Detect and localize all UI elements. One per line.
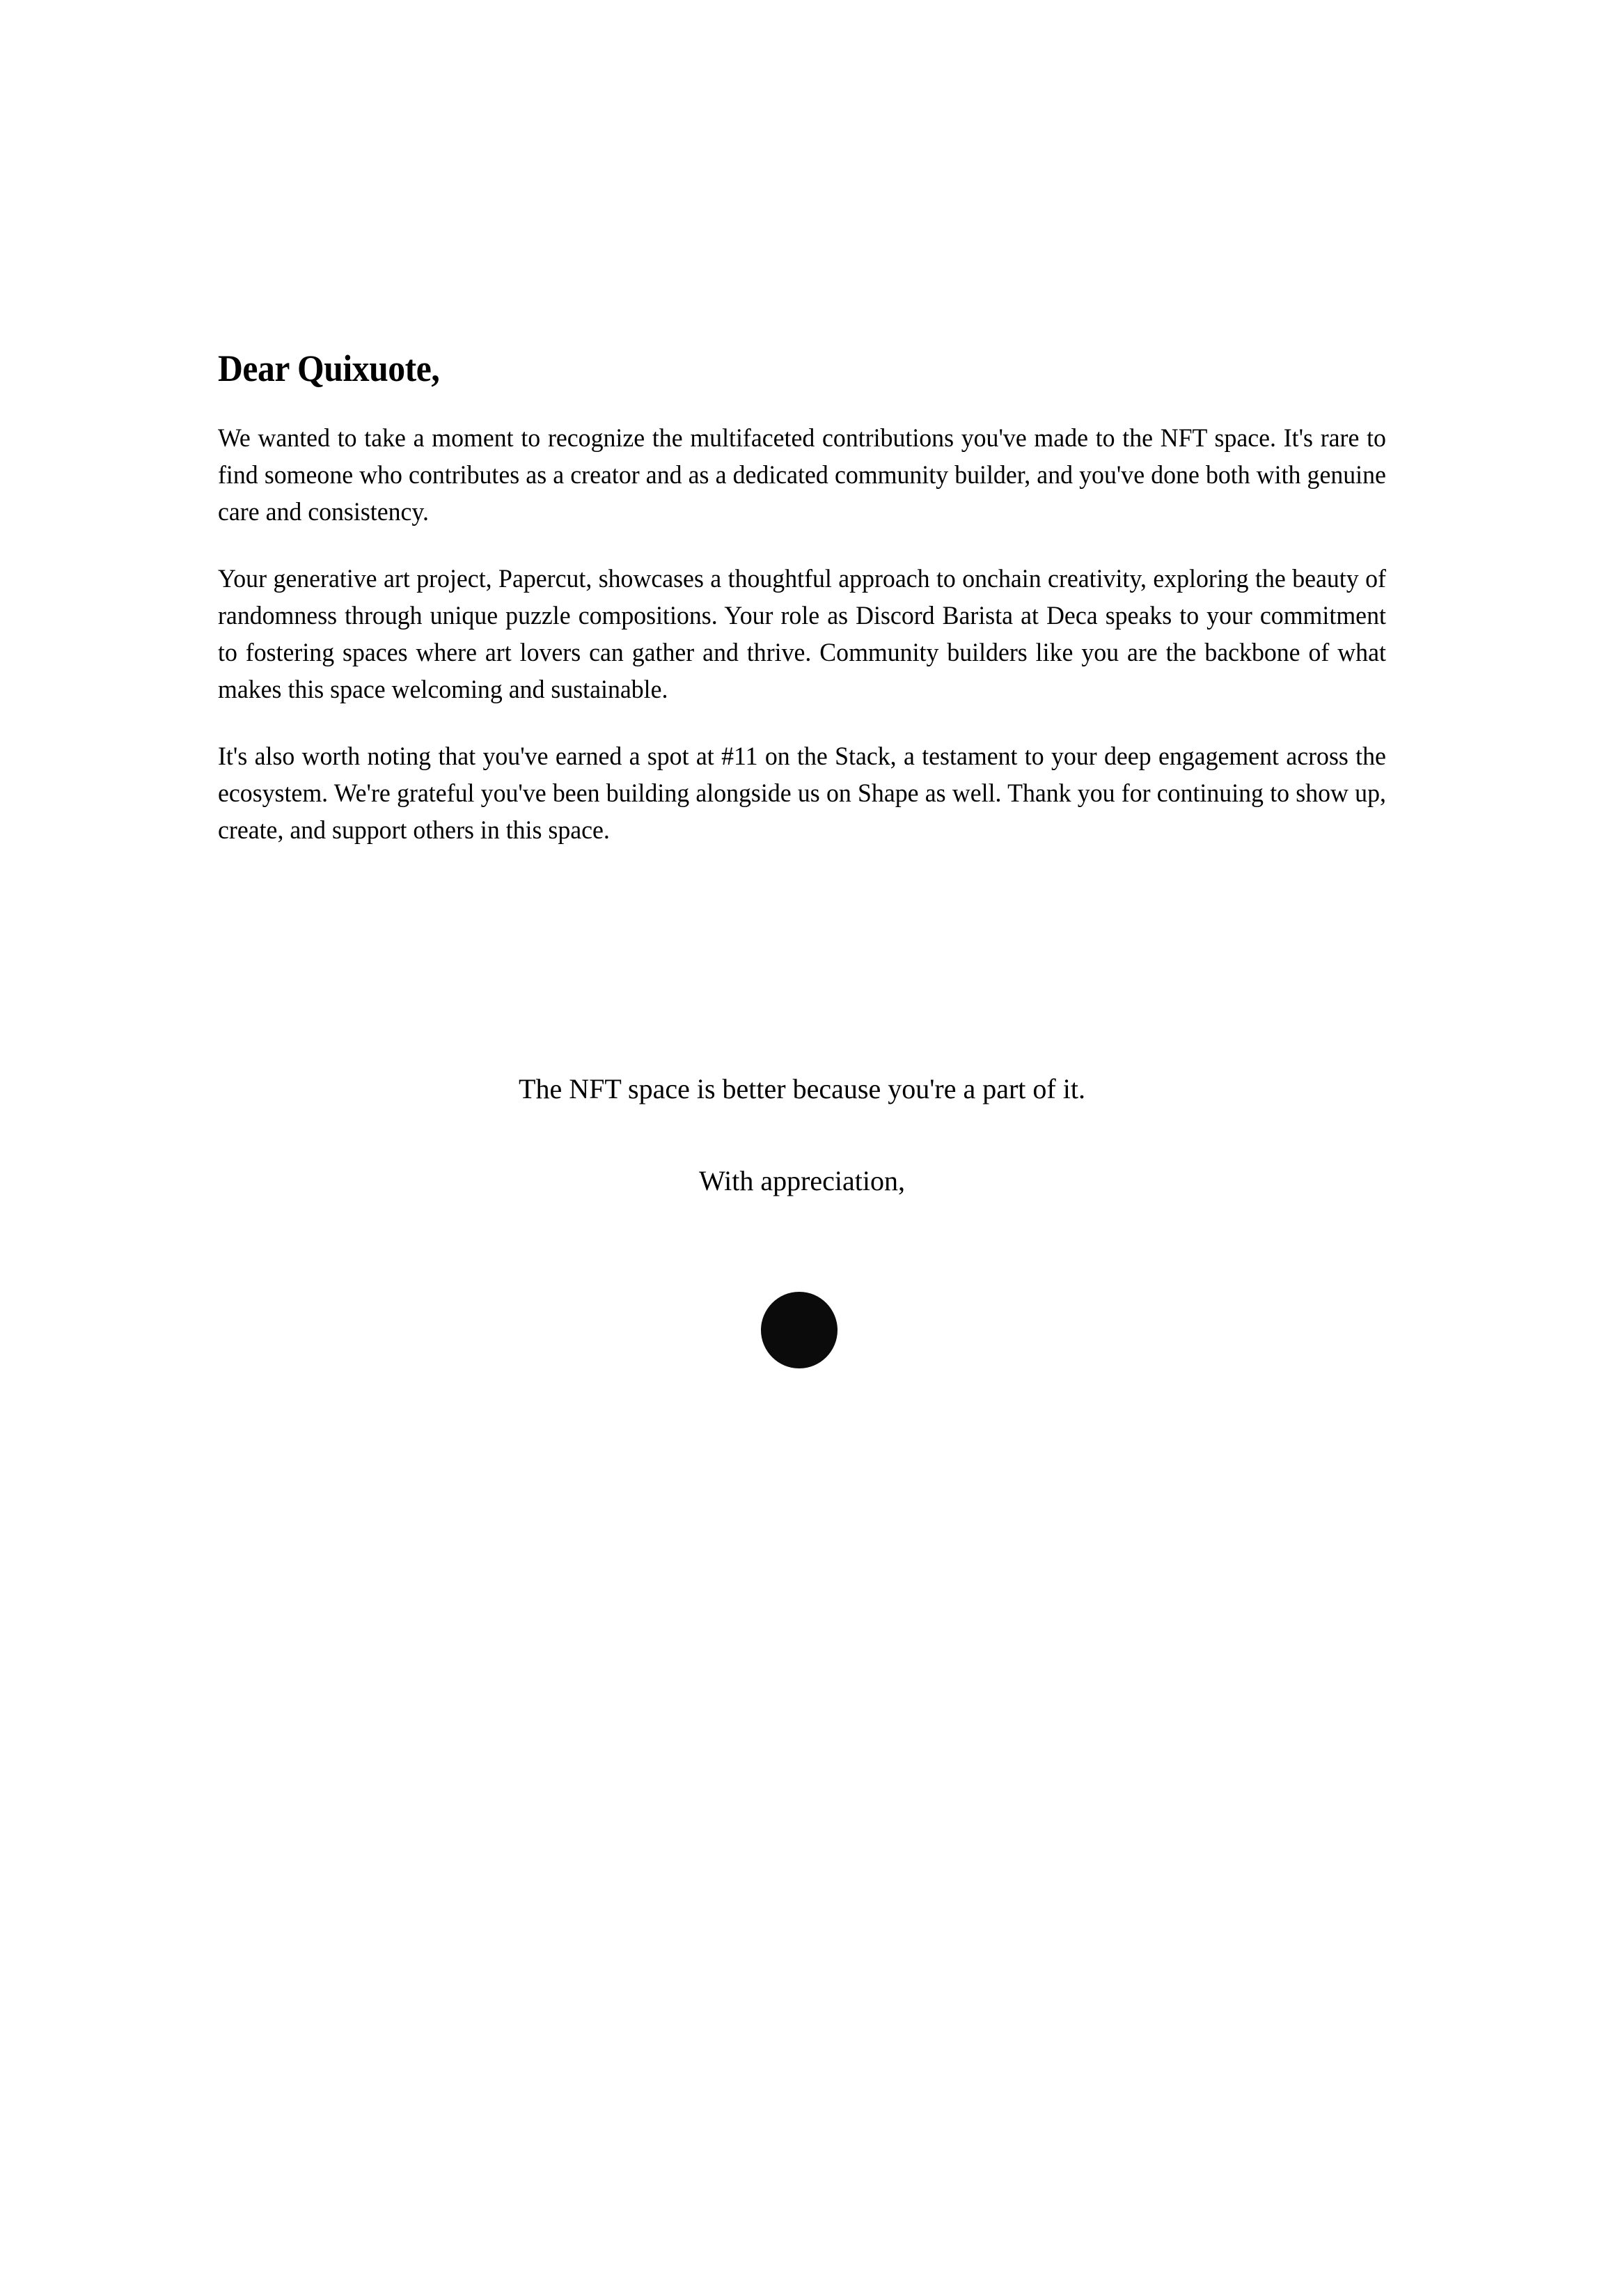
body-paragraph-2: Your generative art project, Papercut, showcases a thoughtful approach to onchain creativity, exploring the beauty of randomness through unique puzzle compositions. Your role as Discord Barista at Deca speaks to your commitment to fostering spaces where art lovers can gather and thrive. Community builders like you are the backbone of what makes this space welcoming and sustainable. (218, 565, 1386, 705)
closing-tagline: The NFT space is better because you're a part of it. (519, 1073, 1085, 1104)
body-paragraph-1: We wanted to take a moment to recognize the multifaceted contributions you've made to the NFT space. It's rare to find someone who contributes as a creator and as a dedicated community builder, and you've done both with genuine care and consistency. (218, 424, 1386, 527)
salutation-heading: Dear Quixuote, (218, 347, 440, 389)
letter-body (218, 348, 1386, 849)
filled-circle-icon (761, 1292, 838, 1368)
closing-signoff: With appreciation, (698, 1165, 906, 1196)
body-paragraph-3: It's also worth noting that you've earned a spot at #11 on the Stack, a testament to your deep engagement across the ecosystem. We're grateful you've been building alongside us on Shape as well. Thank you for continuing to show up, create, and support others in this space. (218, 742, 1386, 845)
